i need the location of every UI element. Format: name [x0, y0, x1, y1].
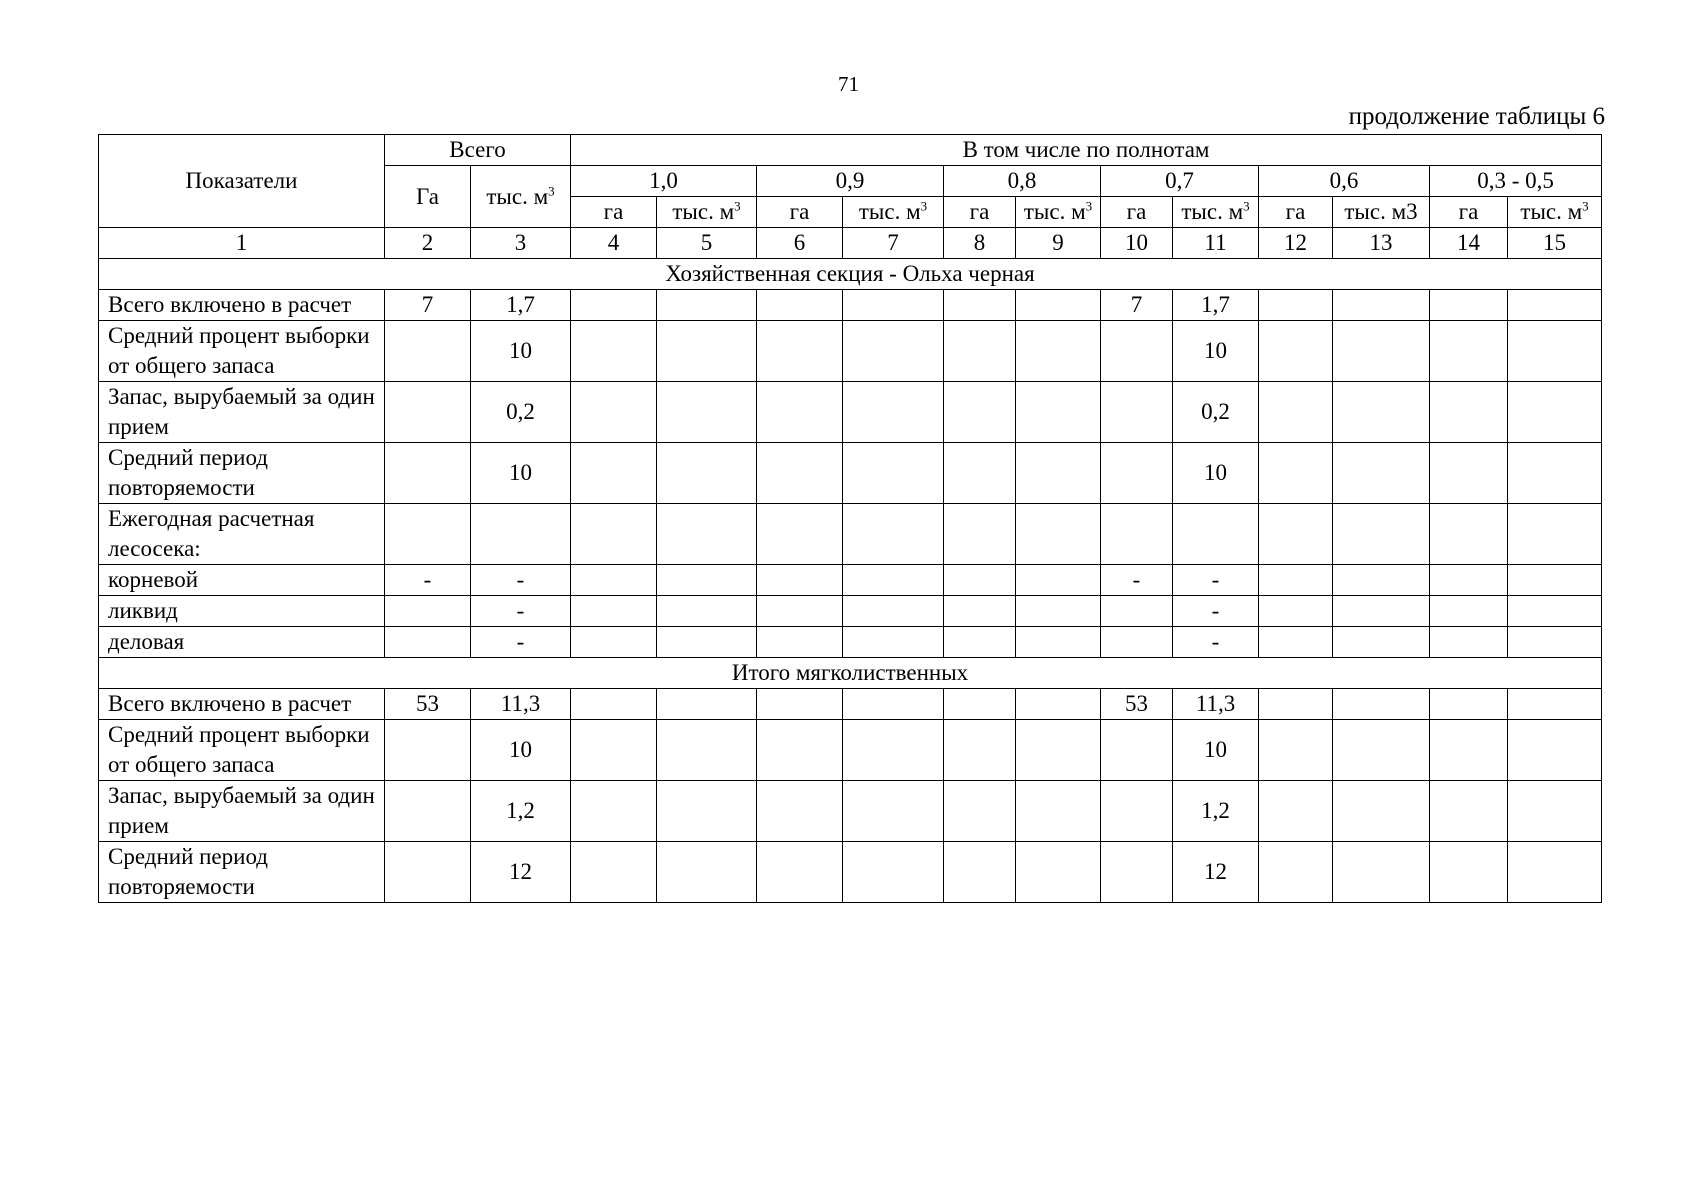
table-cell [843, 781, 944, 842]
table-cell: - [471, 596, 571, 627]
header-ga: га [1259, 197, 1333, 228]
row-label: Средний процент выборки от общего запаса [99, 720, 385, 781]
row-label: деловая [99, 627, 385, 658]
table-cell [1101, 443, 1173, 504]
table-cell [757, 596, 843, 627]
table-cell: 1,2 [471, 781, 571, 842]
table-cell [1259, 504, 1333, 565]
table-row [99, 321, 1602, 382]
table-cell [571, 443, 657, 504]
table-cell [385, 596, 471, 627]
section-title-row [99, 658, 1602, 689]
table-cell [757, 290, 843, 321]
table-cell [1333, 781, 1430, 842]
header-density: 0,9 [757, 166, 944, 197]
table-cell: 1,2 [1173, 781, 1259, 842]
table-cell [1333, 443, 1430, 504]
table-cell [1508, 720, 1602, 781]
table-cell: 0,2 [1173, 382, 1259, 443]
table-row [99, 781, 1602, 842]
table-cell [944, 627, 1016, 658]
table-cell [657, 627, 757, 658]
table-cell [757, 504, 843, 565]
table-cell: 10 [471, 443, 571, 504]
column-number: 6 [757, 228, 843, 259]
table-row [99, 842, 1602, 903]
table-cell [1259, 565, 1333, 596]
table-cell: - [1101, 565, 1173, 596]
table-cell [843, 443, 944, 504]
table-cell [1430, 290, 1508, 321]
table-cell [1430, 321, 1508, 382]
table-cell: - [385, 565, 471, 596]
table-cell [1259, 689, 1333, 720]
table-cell [385, 627, 471, 658]
table-cell [1333, 842, 1430, 903]
header-volume: тыс. м3 [1333, 197, 1430, 228]
table-cell: 12 [1173, 842, 1259, 903]
header-ga: га [1430, 197, 1508, 228]
table-cell [1333, 689, 1430, 720]
table-cell: 10 [471, 720, 571, 781]
table-cell [843, 627, 944, 658]
section-title-row [99, 259, 1602, 290]
table-cell [757, 565, 843, 596]
row-label: ликвид [99, 596, 385, 627]
table-cell [385, 382, 471, 443]
table-cell [1333, 504, 1430, 565]
column-number: 2 [385, 228, 471, 259]
table-cell [944, 596, 1016, 627]
table-cell [571, 627, 657, 658]
table-cell [944, 842, 1016, 903]
column-number: 9 [1016, 228, 1101, 259]
header-volume: тыс. $м^3$ [1173, 197, 1259, 228]
table-cell [1173, 504, 1259, 565]
table-cell [944, 290, 1016, 321]
table-cell [1430, 627, 1508, 658]
row-label: Средний период повторяемости [99, 842, 385, 903]
row-label: Средний процент выборки от общего запаса [99, 321, 385, 382]
table-cell [1101, 321, 1173, 382]
table-cell [843, 290, 944, 321]
page-number: 71 [838, 72, 859, 96]
table-cell [385, 720, 471, 781]
table-cell [571, 290, 657, 321]
table-cell [1430, 565, 1508, 596]
column-number: 8 [944, 228, 1016, 259]
table-cell [757, 781, 843, 842]
table-cell [1508, 321, 1602, 382]
table-cell [1016, 504, 1101, 565]
table-cell [1259, 842, 1333, 903]
table-cell: - [1173, 627, 1259, 658]
table-cell [1333, 596, 1430, 627]
table-cell [1259, 627, 1333, 658]
table-cell [1101, 596, 1173, 627]
header-volume: тыс. $м^3$ [1508, 197, 1602, 228]
section-title: Хозяйственная секция - Ольха черная [99, 259, 1602, 290]
table-cell [1016, 627, 1101, 658]
table-cell [1259, 781, 1333, 842]
table-cell [1259, 720, 1333, 781]
table-cell [843, 596, 944, 627]
table-row [99, 720, 1602, 781]
table-cell [1333, 565, 1430, 596]
table-cell [385, 443, 471, 504]
table-cell [757, 382, 843, 443]
table-cell [944, 321, 1016, 382]
header-ga: га [571, 197, 657, 228]
table-cell [1333, 720, 1430, 781]
header-ga: га [944, 197, 1016, 228]
table-cell [1508, 565, 1602, 596]
table-cell [944, 689, 1016, 720]
header-total-volume: тыс. $м^3$ [471, 166, 571, 228]
table-cell [944, 504, 1016, 565]
table-cell: - [1173, 596, 1259, 627]
table-cell [657, 781, 757, 842]
table-cell [944, 565, 1016, 596]
table-cell [1508, 842, 1602, 903]
table-cell: 10 [471, 321, 571, 382]
table-row [99, 689, 1602, 720]
table-cell [385, 842, 471, 903]
table-cell [843, 565, 944, 596]
row-label: корневой [99, 565, 385, 596]
table-cell: 0,2 [471, 382, 571, 443]
table-cell [571, 565, 657, 596]
header-indicators: Показатели [99, 135, 385, 228]
column-number: 5 [657, 228, 757, 259]
table-cell [1259, 443, 1333, 504]
header-by-density: В том числе по полнотам [571, 135, 1602, 166]
header-density: 0,6 [1259, 166, 1430, 197]
column-number: 1 [99, 228, 385, 259]
table-cell: - [1173, 565, 1259, 596]
section-title: Итого мягколиственных [99, 658, 1602, 689]
table-cell [1259, 290, 1333, 321]
table-cell [657, 842, 757, 903]
column-number: 15 [1508, 228, 1602, 259]
table-cell [1430, 689, 1508, 720]
table-cell [1016, 689, 1101, 720]
table-cell [571, 689, 657, 720]
table-cell: 12 [471, 842, 571, 903]
stand-table [98, 134, 1602, 903]
table-cell [1430, 443, 1508, 504]
row-label: Средний период повторяемости [99, 443, 385, 504]
table-cell [944, 382, 1016, 443]
column-number: 12 [1259, 228, 1333, 259]
header-ga: га [757, 197, 843, 228]
table-row [99, 596, 1602, 627]
table-cell [1016, 720, 1101, 781]
header-density: 0,7 [1101, 166, 1259, 197]
table-cell [944, 720, 1016, 781]
table-cell [1508, 689, 1602, 720]
table-cell [1333, 627, 1430, 658]
header-volume: тыс. $м^3$ [657, 197, 757, 228]
table-cell [1101, 382, 1173, 443]
header-volume: тыс. $м^3$ [1016, 197, 1101, 228]
table-cell [1508, 627, 1602, 658]
table-cell: 1,7 [1173, 290, 1259, 321]
row-label: Запас, вырубаемый за один прием [99, 382, 385, 443]
table-cell [571, 596, 657, 627]
table-cell [1508, 443, 1602, 504]
table-cell: 7 [385, 290, 471, 321]
header-total-ga: Га [385, 166, 471, 228]
table-cell: - [471, 627, 571, 658]
column-number-row [99, 228, 1602, 259]
table-row [99, 443, 1602, 504]
table-cell [843, 720, 944, 781]
table-cell [571, 321, 657, 382]
table-cell [757, 842, 843, 903]
table-cell: 11,3 [1173, 689, 1259, 720]
table-row [99, 382, 1602, 443]
table-cell [1016, 382, 1101, 443]
column-number: 4 [571, 228, 657, 259]
table-continuation-caption: продолжение таблицы 6 [1348, 103, 1605, 130]
column-number: 14 [1430, 228, 1508, 259]
table-cell [657, 596, 757, 627]
table-cell [757, 689, 843, 720]
table-cell [1016, 842, 1101, 903]
table-cell [757, 321, 843, 382]
table-row [99, 565, 1602, 596]
table-cell: 10 [1173, 720, 1259, 781]
table-cell [1101, 842, 1173, 903]
table-cell [1016, 321, 1101, 382]
table-cell [657, 689, 757, 720]
table-cell: 11,3 [471, 689, 571, 720]
table-cell [1016, 781, 1101, 842]
table-cell [657, 504, 757, 565]
row-label: Запас, вырубаемый за один прием [99, 781, 385, 842]
table-cell [471, 504, 571, 565]
header-density: 1,0 [571, 166, 757, 197]
table-cell [1016, 596, 1101, 627]
table-cell: 1,7 [471, 290, 571, 321]
table-cell [1508, 382, 1602, 443]
table-cell [843, 321, 944, 382]
table-cell [1259, 382, 1333, 443]
table-cell [1508, 596, 1602, 627]
table-cell [1016, 290, 1101, 321]
table-cell: 10 [1173, 443, 1259, 504]
table-cell [571, 504, 657, 565]
table-cell [1259, 596, 1333, 627]
table-cell [657, 443, 757, 504]
table-cell [1101, 504, 1173, 565]
column-number: 10 [1101, 228, 1173, 259]
table-cell [843, 689, 944, 720]
table-cell: 53 [385, 689, 471, 720]
table-cell [385, 321, 471, 382]
table-cell [1333, 382, 1430, 443]
table-cell [1101, 720, 1173, 781]
table-cell [1333, 321, 1430, 382]
table-cell: 7 [1101, 290, 1173, 321]
table-cell [571, 781, 657, 842]
header-ga: га [1101, 197, 1173, 228]
table-cell [843, 382, 944, 443]
table-cell [571, 720, 657, 781]
table-cell [1430, 781, 1508, 842]
table-cell [571, 382, 657, 443]
row-label: Всего включено в расчет [99, 290, 385, 321]
table-cell [657, 290, 757, 321]
table-cell [1430, 504, 1508, 565]
column-number: 13 [1333, 228, 1430, 259]
table-cell [944, 443, 1016, 504]
table-cell [1430, 596, 1508, 627]
table-cell [757, 443, 843, 504]
table-cell [385, 504, 471, 565]
table-cell [1101, 627, 1173, 658]
table-cell [1508, 290, 1602, 321]
table-cell [657, 321, 757, 382]
header-total: Всего [385, 135, 571, 166]
table-cell [843, 504, 944, 565]
table-cell: 10 [1173, 321, 1259, 382]
column-number: 11 [1173, 228, 1259, 259]
table-cell [1430, 842, 1508, 903]
table-cell: - [471, 565, 571, 596]
table-cell [1101, 781, 1173, 842]
header-volume: тыс. $м^3$ [843, 197, 944, 228]
table-cell [1259, 321, 1333, 382]
table-cell [757, 627, 843, 658]
table-cell [657, 382, 757, 443]
table-cell [944, 781, 1016, 842]
table-cell [571, 842, 657, 903]
table-cell: 53 [1101, 689, 1173, 720]
row-label: Ежегодная расчетная лесосека: [99, 504, 385, 565]
table-cell [843, 842, 944, 903]
table-cell [1430, 720, 1508, 781]
column-number: 3 [471, 228, 571, 259]
table-cell [657, 720, 757, 781]
table-cell [1016, 443, 1101, 504]
table-cell [757, 720, 843, 781]
table-cell [1333, 290, 1430, 321]
column-number: 7 [843, 228, 944, 259]
table-cell [1508, 781, 1602, 842]
row-label: Всего включено в расчет [99, 689, 385, 720]
header-density: 0,3 - 0,5 [1430, 166, 1602, 197]
table-row [99, 627, 1602, 658]
table-cell [1508, 504, 1602, 565]
header-density: 0,8 [944, 166, 1101, 197]
table-row [99, 290, 1602, 321]
table-cell [1430, 382, 1508, 443]
table-cell [385, 781, 471, 842]
table-cell [657, 565, 757, 596]
table-row [99, 504, 1602, 565]
table-cell [1016, 565, 1101, 596]
